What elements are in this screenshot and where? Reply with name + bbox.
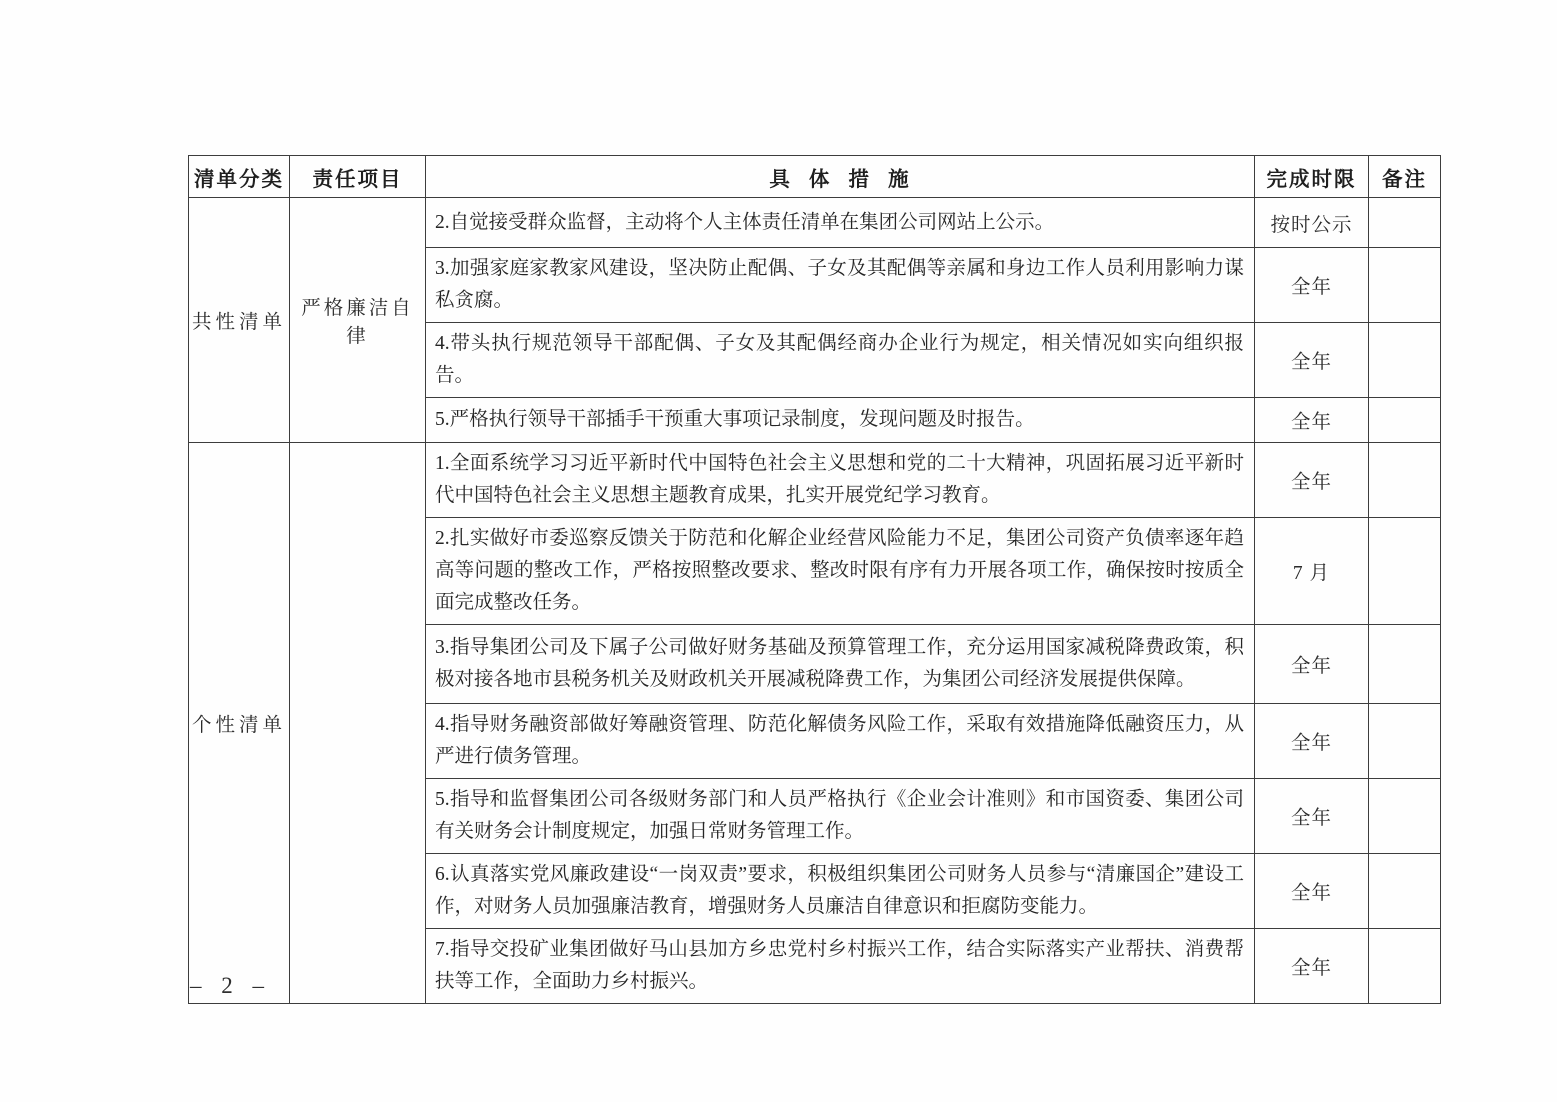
remark-cell <box>1369 323 1441 398</box>
remark-cell <box>1369 779 1441 854</box>
remark-cell <box>1369 854 1441 929</box>
responsibility-list-table <box>188 155 1441 1004</box>
remark-cell <box>1369 198 1441 248</box>
deadline-cell: 7 月 <box>1255 518 1369 625</box>
deadline-cell: 全年 <box>1255 929 1369 1004</box>
project-cell-individual <box>290 443 426 1004</box>
deadline-cell: 全年 <box>1255 854 1369 929</box>
measure-cell: 1.全面系统学习习近平新时代中国特色社会主义思想和党的二十大精神，巩固拓展习近平新时代中国特色社会主义思想主题教育成果，扎实开展党纪学习教育。 <box>426 443 1255 518</box>
measure-cell: 4.带头执行规范领导干部配偶、子女及其配偶经商办企业行为规定，相关情况如实向组织报告。 <box>426 323 1255 398</box>
remark-cell <box>1369 443 1441 518</box>
measure-cell: 5.严格执行领导干部插手干预重大事项记录制度，发现问题及时报告。 <box>426 398 1255 443</box>
remark-cell <box>1369 248 1441 323</box>
project-cell-common: 严格廉洁自律 <box>290 198 426 443</box>
deadline-cell: 全年 <box>1255 779 1369 854</box>
header-category: 清单分类 <box>189 156 290 198</box>
header-deadline: 完成时限 <box>1255 156 1369 198</box>
deadline-cell: 全年 <box>1255 248 1369 323</box>
measure-cell: 6.认真落实党风廉政建设“一岗双责”要求，积极组织集团公司财务人员参与“清廉国企”建设工作，对财务人员加强廉洁教育，增强财务人员廉洁自律意识和拒腐防变能力。 <box>426 854 1255 929</box>
header-remarks: 备注 <box>1369 156 1441 198</box>
table-row <box>189 443 1441 518</box>
header-project: 责任项目 <box>290 156 426 198</box>
measure-cell: 7.指导交投矿业集团做好马山县加方乡忠党村乡村振兴工作，结合实际落实产业帮扶、消费帮扶等工作，全面助力乡村振兴。 <box>426 929 1255 1004</box>
deadline-cell: 全年 <box>1255 323 1369 398</box>
remark-cell <box>1369 929 1441 1004</box>
header-measures: 具 体 措 施 <box>426 156 1255 198</box>
remark-cell <box>1369 518 1441 625</box>
measure-cell: 3.指导集团公司及下属子公司做好财务基础及预算管理工作，充分运用国家减税降费政策，积极对接各地市县税务机关及财政机关开展减税降费工作，为集团公司经济发展提供保障。 <box>426 625 1255 704</box>
deadline-cell: 全年 <box>1255 398 1369 443</box>
table-header-row <box>189 156 1441 198</box>
remark-cell <box>1369 704 1441 779</box>
measure-cell: 2.扎实做好市委巡察反馈关于防范和化解企业经营风险能力不足，集团公司资产负债率逐年趋高等问题的整改工作，严格按照整改要求、整改时限有序有力开展各项工作，确保按时按质全面完成整改任务。 <box>426 518 1255 625</box>
measure-cell: 4.指导财务融资部做好筹融资管理、防范化解债务风险工作，采取有效措施降低融资压力，从严进行债务管理。 <box>426 704 1255 779</box>
measure-cell: 5.指导和监督集团公司各级财务部门和人员严格执行《企业会计准则》和市国资委、集团公司有关财务会计制度规定，加强日常财务管理工作。 <box>426 779 1255 854</box>
table-row <box>189 198 1441 248</box>
category-cell-common: 共性清单 <box>189 198 290 443</box>
deadline-cell: 全年 <box>1255 625 1369 704</box>
page-number: – 2 – <box>190 973 271 998</box>
deadline-cell: 按时公示 <box>1255 198 1369 248</box>
deadline-cell: 全年 <box>1255 704 1369 779</box>
remark-cell <box>1369 625 1441 704</box>
category-cell-individual: 个性清单 <box>189 443 290 1004</box>
measure-cell: 3.加强家庭家教家风建设，坚决防止配偶、子女及其配偶等亲属和身边工作人员利用影响力谋私贪腐。 <box>426 248 1255 323</box>
remark-cell <box>1369 398 1441 443</box>
deadline-cell: 全年 <box>1255 443 1369 518</box>
measure-cell: 2.自觉接受群众监督，主动将个人主体责任清单在集团公司网站上公示。 <box>426 198 1255 248</box>
